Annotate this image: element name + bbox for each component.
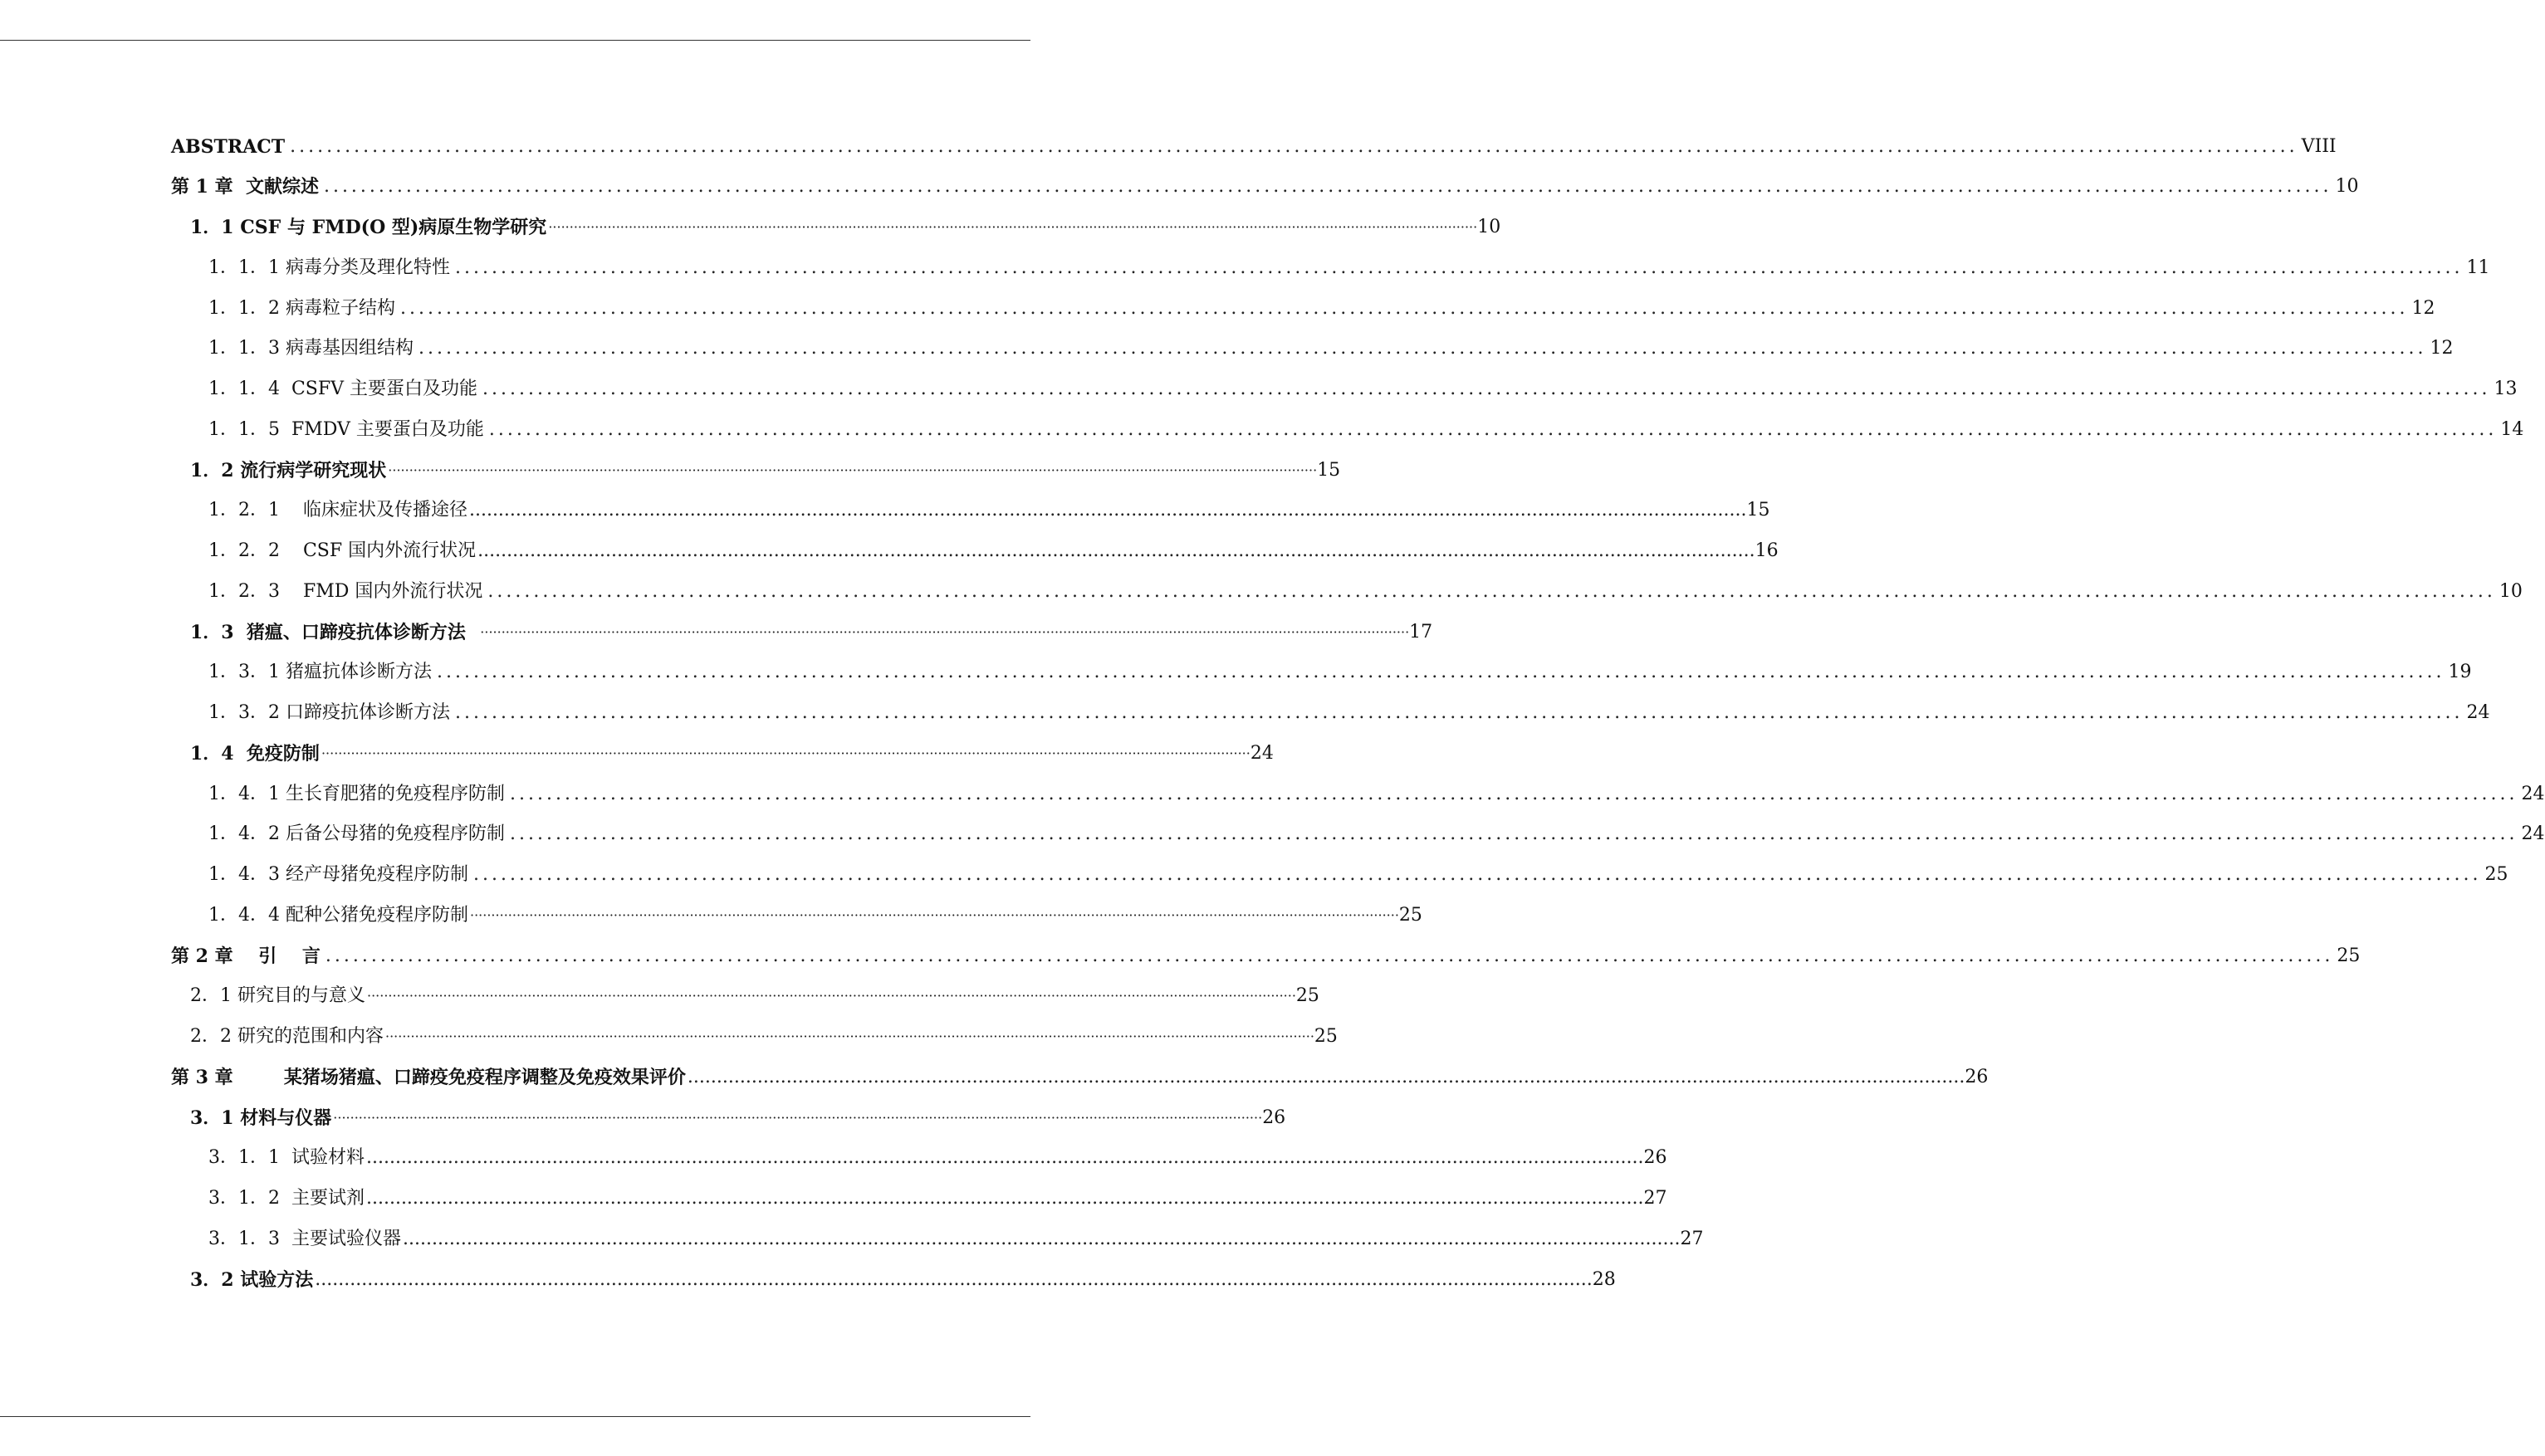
toc-dot-leader: ···························································································································································································································· bbox=[333, 1110, 1263, 1126]
toc-page-number: 24 bbox=[1250, 743, 1274, 764]
toc-page-number: 13 bbox=[2494, 379, 2518, 399]
toc-page-number: 14 bbox=[2500, 419, 2524, 440]
toc-dot-leader: ............................................................................................................................................................................................................................ bbox=[365, 1147, 1644, 1168]
toc-entry bbox=[0, 982, 1319, 1010]
toc-entry bbox=[0, 1185, 1667, 1213]
toc-dot-leader: ............................................................................................................................................................................................................................ bbox=[468, 500, 1747, 520]
toc-dot-leader: ···························································································································································································································· bbox=[470, 907, 1399, 923]
toc-entry bbox=[0, 173, 2359, 201]
toc-entry-title: 3．1．3 主要试验仪器 bbox=[208, 1229, 401, 1249]
toc-entry bbox=[0, 699, 2490, 727]
toc-entry bbox=[0, 1144, 1667, 1172]
toc-entry-title: 3．1．1 试验材料 bbox=[208, 1147, 365, 1168]
toc-dot-leader: ···························································································································································································································· bbox=[321, 745, 1250, 761]
toc-dot-leader: ···························································································································································································································· bbox=[367, 988, 1296, 1004]
toc-page-number: 10 bbox=[2335, 176, 2359, 197]
toc-page-number: 10 bbox=[2499, 581, 2523, 602]
toc-dot-leader: ............................................................................................................................................................................................................................ bbox=[323, 176, 2332, 197]
toc-page-number: 24 bbox=[2521, 784, 2545, 804]
toc-page-number: 27 bbox=[1643, 1188, 1667, 1209]
toc-entry-title: 1．2．1 临床症状及传播途径 bbox=[208, 500, 467, 520]
toc-page-number: 26 bbox=[1262, 1107, 1286, 1128]
toc-dot-leader: ............................................................................................................................................................................................................................ bbox=[488, 419, 2498, 440]
toc-entry-title: 1．1．3 病毒基因组结构 bbox=[208, 338, 414, 359]
toc-entry bbox=[0, 375, 2518, 403]
toc-entry bbox=[0, 658, 2472, 686]
toc-dot-leader: ............................................................................................................................................................................................................................ bbox=[325, 945, 2334, 966]
toc-entry bbox=[0, 496, 1770, 525]
toc-page-number: 11 bbox=[2466, 257, 2490, 278]
toc-dot-leader: ............................................................................................................................................................................................................................ bbox=[437, 662, 2445, 682]
toc-dot-leader: ···························································································································································································································· bbox=[388, 462, 1318, 478]
toc-page-number: 12 bbox=[2411, 298, 2435, 319]
toc-entry bbox=[0, 901, 1422, 930]
toc-entry-title: 1．2 流行病学研究现状 bbox=[190, 460, 387, 481]
toc-page-number: 25 bbox=[1295, 985, 1319, 1006]
toc-entry bbox=[0, 1104, 1286, 1132]
toc-entry bbox=[0, 861, 2508, 889]
toc-entry-title: 1．4 免疫防制 bbox=[190, 743, 320, 765]
toc-entry bbox=[0, 213, 1501, 242]
toc-entry bbox=[0, 578, 2523, 606]
toc-entry-title: 1．2．2 CSF 国内外流行状况 bbox=[208, 540, 477, 561]
toc-entry-title: 1．4．1 生长育肥猪的免疫程序防制 bbox=[208, 784, 505, 804]
toc-entry-title: 1．1．2 病毒粒子结构 bbox=[208, 298, 395, 319]
toc-dot-leader: ............................................................................................................................................................................................................................ bbox=[365, 1188, 1644, 1209]
toc-dot-leader: ............................................................................................................................................................................................................................ bbox=[487, 581, 2496, 602]
toc-entry-title: 1．3．2 口蹄疫抗体诊断方法 bbox=[208, 702, 450, 723]
toc-dot-leader: ............................................................................................................................................................................................................................ bbox=[455, 702, 2464, 723]
toc-entry-title: ABSTRACT bbox=[171, 136, 286, 158]
toc-entry bbox=[0, 740, 1274, 768]
toc-entry bbox=[0, 942, 2361, 970]
toc-entry-title: 1．4．2 后备公母猪的免疫程序防制 bbox=[208, 823, 505, 844]
toc-page-number: 26 bbox=[1643, 1147, 1667, 1168]
toc-entry bbox=[0, 254, 2490, 282]
toc-entry-title: 1．1．5 FMDV 主要蛋白及功能 bbox=[208, 419, 484, 440]
toc-entry-title: 3．1．2 主要试剂 bbox=[208, 1188, 365, 1209]
toc-dot-leader: ............................................................................................................................................................................................................................ bbox=[473, 864, 2482, 885]
footer-rule bbox=[0, 1416, 1030, 1417]
toc-entry bbox=[0, 820, 2545, 848]
toc-entry-title: 3．2 试验方法 bbox=[190, 1269, 314, 1291]
toc-entry bbox=[0, 416, 2524, 444]
toc-page-number: 12 bbox=[2430, 338, 2454, 359]
toc-page-number: 27 bbox=[1680, 1229, 1704, 1249]
toc-page-number: 25 bbox=[1314, 1026, 1338, 1047]
toc-page-number: 15 bbox=[1746, 500, 1770, 520]
toc-entry-title: 1．3 猪瘟、口蹄疫抗体诊断方法 bbox=[190, 622, 479, 643]
toc-dot-leader: ............................................................................................................................................................................................................................ bbox=[400, 298, 2409, 319]
toc-dot-leader: ............................................................................................................................................................................................................................ bbox=[455, 257, 2464, 278]
toc-entry-title: 1．4．3 经产母猪免疫程序防制 bbox=[208, 864, 468, 885]
toc-dot-leader: ···························································································································································································································· bbox=[548, 219, 1478, 235]
toc-page-number: 10 bbox=[1477, 217, 1501, 237]
toc-dot-leader: ............................................................................................................................................................................................................................ bbox=[418, 338, 2427, 359]
toc-entry bbox=[0, 1225, 1704, 1253]
toc-entry bbox=[0, 133, 2337, 161]
toc-page-number: 24 bbox=[2466, 702, 2490, 723]
toc-dot-leader: ............................................................................................................................................................................................................................ bbox=[510, 823, 2518, 844]
toc-entry bbox=[0, 618, 1433, 647]
toc-entry bbox=[0, 1023, 1338, 1051]
toc-entry bbox=[0, 780, 2545, 809]
toc-page-number: 17 bbox=[1409, 622, 1433, 642]
toc-dot-leader: ···························································································································································································································· bbox=[385, 1028, 1314, 1044]
toc-dot-leader: ............................................................................................................................................................................................................................ bbox=[510, 784, 2518, 804]
toc-entry-title: 1．1．4 CSFV 主要蛋白及功能 bbox=[208, 379, 478, 399]
toc-entry bbox=[0, 457, 1341, 485]
toc-page-number: 24 bbox=[2521, 823, 2545, 844]
toc-dot-leader: ............................................................................................................................................................................................................................ bbox=[315, 1269, 1593, 1290]
toc-entry bbox=[0, 1063, 1989, 1092]
toc-entry-title: 第 2 章 引 言 bbox=[171, 945, 321, 967]
toc-page-number: 26 bbox=[1965, 1067, 1989, 1087]
toc-page-number: 16 bbox=[1755, 540, 1779, 561]
toc-page-number: VIII bbox=[2301, 136, 2337, 157]
toc-dot-leader: ............................................................................................................................................................................................................................ bbox=[402, 1229, 1681, 1249]
toc-entry-title: 3．1 材料与仪器 bbox=[190, 1107, 332, 1129]
toc-page-number: 28 bbox=[1592, 1269, 1616, 1290]
toc-dot-leader: ............................................................................................................................................................................................................................ bbox=[482, 379, 2491, 399]
toc-entry-title: 1．3．1 猪瘟抗体诊断方法 bbox=[208, 662, 432, 682]
toc-entry-title: 1．4．4 配种公猪免疫程序防制 bbox=[208, 905, 468, 926]
toc-page-number: 25 bbox=[2337, 945, 2361, 966]
toc-entry bbox=[0, 1266, 1616, 1294]
toc-dot-leader: ............................................................................................................................................................................................................................ bbox=[477, 540, 1755, 561]
toc-page-number: 25 bbox=[1398, 905, 1422, 926]
toc-entry-title: 1．1．1 病毒分类及理化特性 bbox=[208, 257, 450, 278]
toc-dot-leader: ···························································································································································································································· bbox=[480, 624, 1410, 640]
toc-entry bbox=[0, 335, 2454, 363]
toc-entry-title: 第 3 章 某猪场猪瘟、口蹄疫免疫程序调整及免疫效果评价 bbox=[171, 1067, 686, 1088]
toc-entry-title: 1．1 CSF 与 FMD(O 型)病原生物学研究 bbox=[190, 217, 547, 238]
toc-entry bbox=[0, 537, 1779, 565]
toc-page-number: 25 bbox=[2484, 864, 2508, 885]
toc-entry-title: 2．1 研究目的与意义 bbox=[190, 985, 365, 1006]
toc-dot-leader: ............................................................................................................................................................................................................................ bbox=[290, 136, 2298, 157]
toc-page-number: 19 bbox=[2448, 662, 2472, 682]
toc-page-number: 15 bbox=[1317, 460, 1341, 481]
toc-entry-title: 1．2．3 FMD 国内外流行状况 bbox=[208, 581, 483, 602]
toc-dot-leader: ............................................................................................................................................................................................................................ bbox=[687, 1067, 1965, 1087]
toc-entry-title: 2．2 研究的范围和内容 bbox=[190, 1026, 384, 1047]
toc-entry-title: 第 1 章 文献综述 bbox=[171, 176, 319, 198]
toc-entry bbox=[0, 295, 2435, 323]
